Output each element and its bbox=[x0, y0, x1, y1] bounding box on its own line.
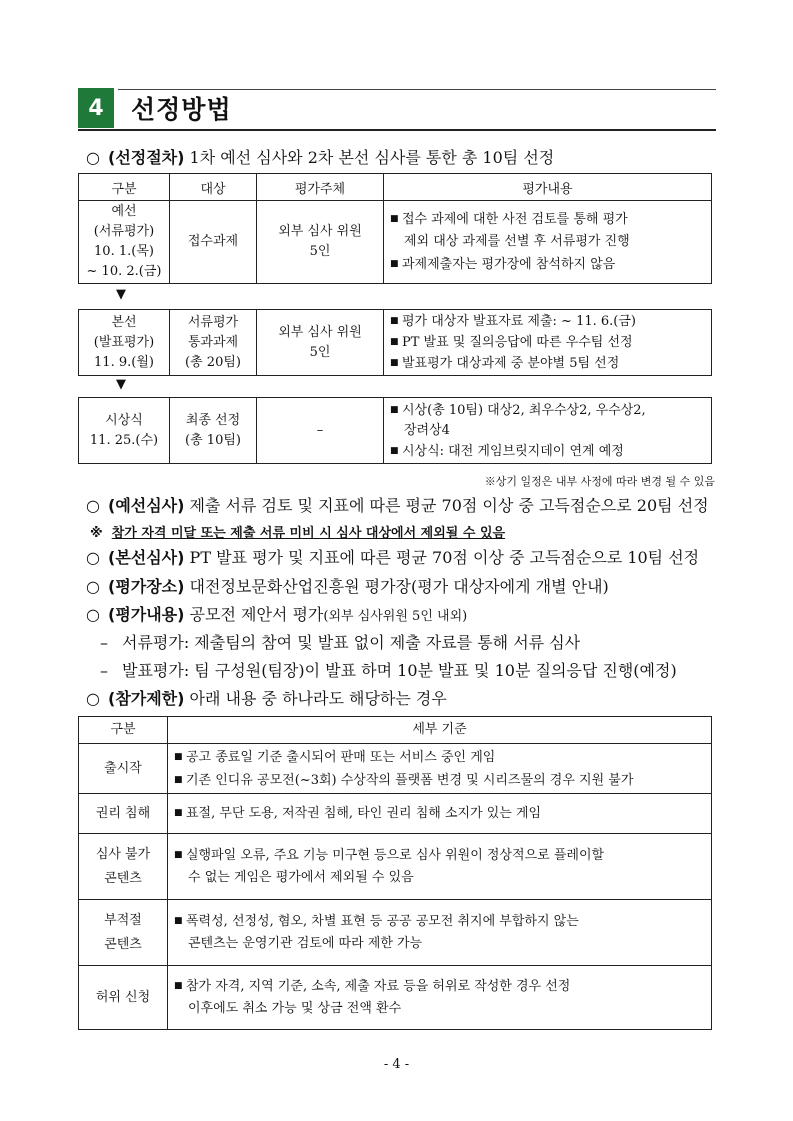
criteria-cell bbox=[168, 900, 712, 966]
square-bullet-icon: ■ bbox=[174, 751, 183, 762]
content-cell bbox=[384, 310, 712, 376]
square-bullet-icon: ■ bbox=[174, 850, 183, 860]
list-item bbox=[390, 208, 710, 253]
stage-cell bbox=[79, 201, 170, 284]
circle-bullet-icon: ○ bbox=[86, 577, 100, 596]
content-text: 발표평가 대상과제 중 분야별 5팀 선정 bbox=[402, 356, 620, 371]
bullet-key: (본선심사) bbox=[108, 548, 185, 567]
stage-line: (서류평가) bbox=[93, 224, 155, 239]
header-cell: 평가내용 bbox=[384, 174, 712, 201]
bullet-text: 대전정보문화산업진흥원 평가장(평가 대상자에게 개별 안내) bbox=[189, 577, 609, 596]
list-item bbox=[174, 746, 710, 769]
target-line: 통과과제 bbox=[187, 334, 239, 350]
square-bullet-icon: ■ bbox=[390, 404, 399, 415]
list-item bbox=[390, 353, 710, 374]
criteria-text: 수 없는 게임은 평가에서 제외될 수 있음 bbox=[188, 870, 414, 885]
stage-line: (발표평가) bbox=[93, 334, 155, 350]
category-text: 출시작 bbox=[104, 760, 142, 776]
procedure-text: 1차 예선 심사와 2차 본선 심사를 통한 총 10팀 선정 bbox=[189, 148, 555, 167]
target-line: 서류평가 bbox=[187, 314, 239, 330]
stage-line: 10. 1.(목) bbox=[94, 244, 154, 259]
circle-bullet-icon: ○ bbox=[86, 148, 100, 167]
list-item bbox=[174, 975, 710, 1020]
square-bullet-icon: ■ bbox=[390, 337, 399, 347]
criteria-text: 참가 자격, 지역 기준, 소속, 제출 자료 등을 허위로 작성한 경우 선정 bbox=[186, 979, 571, 994]
target-cell bbox=[170, 201, 257, 284]
down-arrow-icon: ▼ bbox=[116, 287, 126, 302]
content-text: 과제제출자는 평가장에 참석하지 않음 bbox=[402, 257, 616, 272]
dash-item-document bbox=[100, 630, 580, 653]
category-text: 콘텐츠 bbox=[104, 936, 142, 952]
circle-bullet-icon: ○ bbox=[86, 689, 100, 708]
square-bullet-icon: ■ bbox=[390, 358, 399, 368]
category-text: 부적절 bbox=[104, 912, 142, 928]
criteria-cell bbox=[168, 966, 712, 1030]
table-row bbox=[79, 744, 712, 794]
bullet-preliminary bbox=[86, 493, 709, 516]
square-bullet-icon: ■ bbox=[390, 445, 399, 456]
content-text: PT 발표 및 질의응답에 따른 우수팀 선정 bbox=[402, 335, 633, 350]
criteria-text: 콘텐츠는 운영기관 검토에 따라 제한 가능 bbox=[188, 936, 423, 951]
bullet-note: (외부 심사위원 5인 내외) bbox=[323, 609, 468, 624]
header-cell: 평가주체 bbox=[257, 174, 384, 201]
content-text: 시상식: 대전 게임브릿지데이 연계 예정 bbox=[402, 443, 624, 459]
down-arrow-icon: ▼ bbox=[116, 377, 126, 392]
schedule-table-final bbox=[78, 309, 712, 376]
stage-line: 11. 25.(수) bbox=[89, 432, 159, 448]
list-item bbox=[390, 441, 710, 462]
stage-cell bbox=[79, 398, 170, 464]
stage-line: 11. 9.(월) bbox=[94, 354, 154, 370]
bullet-key: (참가제한) bbox=[108, 689, 185, 708]
target-cell bbox=[170, 310, 257, 376]
stage-line: ~ 10. 2.(금) bbox=[86, 264, 162, 279]
procedure-line bbox=[86, 145, 554, 168]
procedure-key: (선정절차) bbox=[108, 148, 185, 167]
dash-text: 발표평가: 팀 구성원(팀장)이 발표 하며 10분 발표 및 10분 질의응답 진행(예정) bbox=[122, 661, 677, 680]
table-row bbox=[79, 900, 712, 966]
header-cell: 대상 bbox=[170, 174, 257, 201]
bullet-text: 아래 내용 중 하나라도 해당하는 경우 bbox=[189, 689, 447, 708]
dash-text: 서류평가: 제출팀의 참여 및 발표 없이 제출 자료를 통해 서류 심사 bbox=[122, 633, 581, 652]
bullet-key: (평가내용) bbox=[108, 605, 185, 624]
square-bullet-icon: ■ bbox=[390, 259, 399, 269]
square-bullet-icon: ■ bbox=[390, 316, 399, 326]
table-row bbox=[79, 310, 712, 376]
criteria-text: 실행파일 오류, 주요 기능 미구현 등으로 심사 위원이 정상적으로 플레이할 bbox=[186, 848, 605, 863]
square-bullet-icon: ■ bbox=[174, 981, 183, 991]
list-item bbox=[390, 332, 710, 353]
content-text: 시상(총 10팀) 대상2, 최우수상2, 우수상2, bbox=[402, 402, 646, 418]
schedule-note: ※상기 일정은 내부 사정에 따라 변경 될 수 있음 bbox=[484, 475, 715, 488]
warning-line bbox=[90, 522, 505, 541]
evaluator-line: 외부 심사 위원 bbox=[278, 224, 362, 239]
table-row bbox=[79, 834, 712, 900]
page-number: - 4 - bbox=[383, 1057, 410, 1072]
dash-bullet-icon: – bbox=[100, 633, 108, 652]
bullet-key: (예선심사) bbox=[108, 496, 185, 515]
content-cell bbox=[384, 201, 712, 284]
target-line: (총 20팀) bbox=[185, 354, 241, 370]
bullet-restriction bbox=[86, 686, 447, 709]
evaluator-cell bbox=[257, 201, 384, 284]
criteria-text: 표절, 무단 도용, 저작권 침해, 타인 권리 침해 소지가 있는 게임 bbox=[186, 806, 542, 821]
criteria-text: 폭력성, 선정성, 혐오, 차별 표현 등 공공 공모전 취지에 부합하지 않는 bbox=[186, 914, 579, 929]
category-text: 심사 불가 bbox=[95, 846, 151, 862]
list-item bbox=[390, 253, 710, 276]
target-line: 최종 선정 bbox=[185, 412, 241, 428]
category-cell bbox=[79, 900, 168, 966]
restriction-table bbox=[78, 716, 712, 1030]
header-cell: 세부 기준 bbox=[168, 717, 712, 744]
category-cell bbox=[79, 794, 168, 834]
header-cell: 구분 bbox=[79, 174, 170, 201]
circle-bullet-icon: ○ bbox=[86, 496, 100, 515]
stage-line: 본선 bbox=[111, 314, 137, 330]
evaluator-line: – bbox=[316, 422, 324, 438]
dash-item-presentation bbox=[100, 658, 677, 681]
square-bullet-icon: ■ bbox=[174, 774, 183, 785]
warning-text: 참가 자격 미달 또는 제출 서류 미비 시 심사 대상에서 제외될 수 있음 bbox=[111, 526, 506, 541]
category-text: 콘텐츠 bbox=[104, 870, 142, 886]
list-item bbox=[174, 769, 710, 792]
stage-line: 예선 bbox=[111, 204, 137, 219]
circle-bullet-icon: ○ bbox=[86, 548, 100, 567]
evaluator-cell bbox=[257, 310, 384, 376]
criteria-cell bbox=[168, 794, 712, 834]
bullet-content bbox=[86, 602, 467, 625]
square-bullet-icon: ■ bbox=[390, 214, 399, 224]
warning-mark: ※ bbox=[90, 526, 103, 541]
square-bullet-icon: ■ bbox=[174, 916, 183, 926]
schedule-header-row bbox=[79, 174, 712, 201]
bullet-text: PT 발표 평가 및 지표에 따른 평균 70점 이상 중 고득점순으로 10팀 선정 bbox=[189, 548, 700, 567]
stage-cell bbox=[79, 310, 170, 376]
criteria-text: 공고 종료일 기준 출시되어 판매 또는 서비스 중인 게임 bbox=[186, 749, 496, 765]
criteria-text: 기존 인디유 공모전(~3회) 수상작의 플랫폼 변경 및 시리즈물의 경우 지원 불가 bbox=[186, 772, 634, 788]
target-cell bbox=[170, 398, 257, 464]
evaluator-line: 5인 bbox=[309, 244, 331, 259]
table-row bbox=[79, 966, 712, 1030]
category-cell bbox=[79, 966, 168, 1030]
table-row bbox=[79, 398, 712, 464]
evaluator-line: 5인 bbox=[309, 344, 331, 360]
list-item bbox=[174, 802, 710, 825]
restriction-header-row bbox=[79, 717, 712, 744]
content-text: 장려상4 bbox=[404, 422, 450, 438]
circle-bullet-icon: ○ bbox=[86, 605, 100, 624]
stage-line: 시상식 bbox=[105, 412, 143, 428]
evaluator-line: 외부 심사 위원 bbox=[278, 324, 362, 340]
section-number-badge: 4 bbox=[78, 88, 114, 128]
list-item bbox=[390, 311, 710, 332]
table-row bbox=[79, 794, 712, 834]
bullet-key: (평가장소) bbox=[108, 577, 185, 596]
bullet-text: 제출 서류 검토 및 지표에 따른 평균 70점 이상 중 고득점순으로 20팀 선정 bbox=[189, 496, 709, 515]
content-text: 제외 대상 과제를 선별 후 서류평가 진행 bbox=[404, 234, 630, 249]
list-item bbox=[174, 910, 710, 955]
bullet-final bbox=[86, 545, 699, 568]
schedule-table-ceremony bbox=[78, 397, 712, 464]
criteria-cell bbox=[168, 834, 712, 900]
schedule-table-preliminary bbox=[78, 173, 712, 284]
header-cell: 구분 bbox=[79, 717, 168, 744]
list-item bbox=[174, 844, 710, 889]
content-text: 접수 과제에 대한 사전 검토를 통해 평가 bbox=[402, 212, 628, 227]
square-bullet-icon: ■ bbox=[174, 808, 183, 818]
criteria-cell bbox=[168, 744, 712, 794]
target-line: (총 10팀) bbox=[185, 432, 241, 448]
bullet-text: 공모전 제안서 평가 bbox=[189, 605, 324, 624]
category-text: 허위 신청 bbox=[95, 989, 151, 1005]
table-row bbox=[79, 201, 712, 284]
target-line: 접수과제 bbox=[187, 234, 239, 249]
category-cell bbox=[79, 834, 168, 900]
dash-bullet-icon: – bbox=[100, 661, 108, 680]
bullet-location bbox=[86, 574, 609, 597]
content-text: 평가 대상자 발표자료 제출: ~ 11. 6.(금) bbox=[402, 314, 636, 329]
list-item bbox=[390, 400, 710, 441]
section-title: 선정방법 bbox=[131, 95, 232, 124]
content-cell bbox=[384, 398, 712, 464]
category-cell bbox=[79, 744, 168, 794]
criteria-text: 이후에도 취소 가능 및 상금 전액 환수 bbox=[188, 1001, 402, 1016]
category-text: 권리 침해 bbox=[95, 805, 151, 821]
header-rule-bottom bbox=[78, 129, 716, 131]
evaluator-cell bbox=[257, 398, 384, 464]
